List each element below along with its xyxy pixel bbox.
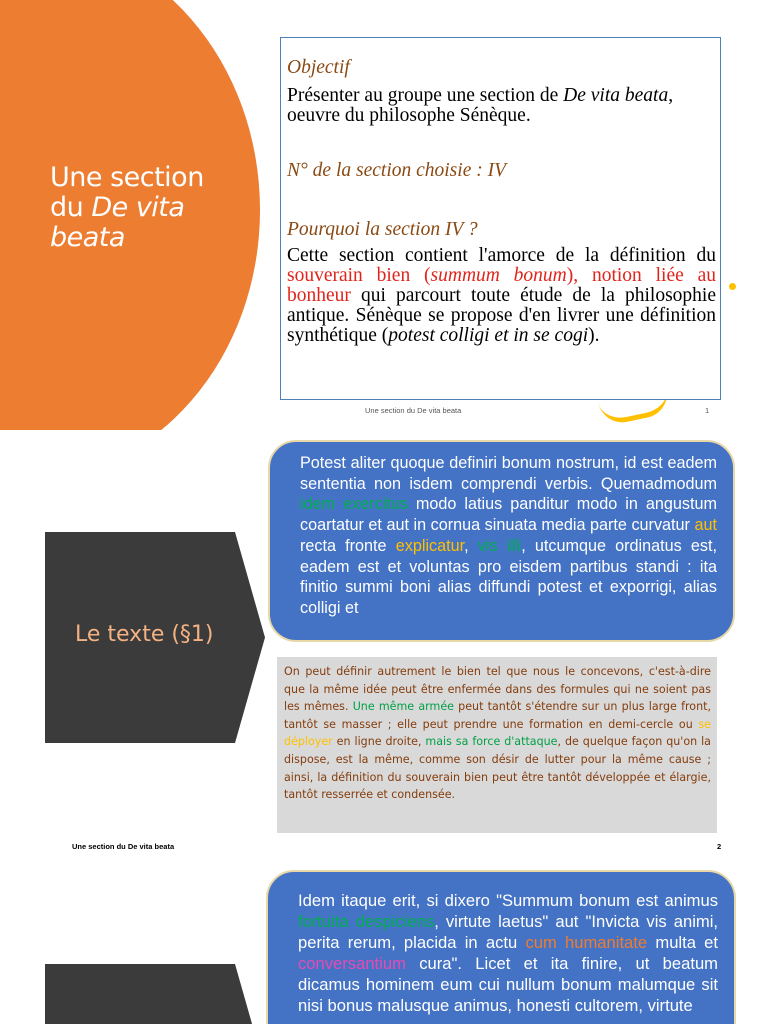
- slide-title: [50, 163, 250, 253]
- french-translation-box: On peut définir autrement le bien tel que nous le concevons, c'est-à-dire que la même idée peut être enfermée dans des formules qui ne soient pas les mêmes. Une même armée peut tantôt s'étendre sur un plus large front, tantôt se masser ; elle peut prendre une formation en demi-cercle ou se déployer en ligne droite, mais sa force d'attaque, de quelque façon qu'on la dispose, est la même, comme son désir de lutter pour la même cause ; ainsi, la définition du souverain bien peut être tantôt développée et élargie, tantôt resserrée et condensée.: [277, 657, 717, 833]
- pourquoi-heading: Pourquoi la section IV ?: [287, 219, 478, 240]
- slide-1: [0, 0, 768, 430]
- objectif-heading: Objectif: [287, 57, 350, 78]
- dark-chevron-shape: [45, 964, 265, 1024]
- latin-text-box: Idem itaque erit, si dixero "Summum bonum est animus fortuita despiciens, virtute laetus" aut "Invicta vis animi, perita rerum, placida in actu cum humanitate multa et conversantium cura". Licet et ita finire, ut beatum dicamus hominem eum cui nullum bonum malumque sit nisi bonus malusque animus, honesti cultorem, virtute: [266, 870, 736, 1024]
- slide-2: [0, 432, 768, 862]
- objective-textbox: [280, 37, 721, 400]
- title-italic-b: beata: [50, 222, 125, 253]
- title-line-1: Une section: [50, 162, 204, 193]
- objectif-text: Présenter au groupe une section de De vita beata, oeuvre du philosophe Sénèque.: [287, 85, 674, 126]
- title-italic-a: De vita: [91, 192, 185, 223]
- page-number: 2: [717, 842, 722, 851]
- section-heading: N° de la section choisie : IV: [287, 160, 506, 181]
- footer-title: Une section du De vita beata: [365, 406, 462, 415]
- latin-text-box: Potest aliter quoque definiri bonum nostrum, id est eadem sententia non isdem comprendi verbis. Quemadmodum idem exercitus modo latius panditur modo in angustum coartatur et aut in cornua sinuata media parte curvatur aut recta fronte explicatur, vis illi, utcumque ordinatus est, eadem est et voluntas pro eisdem partibus standi : ita finitio summi boni alias diffundi potest et exporrigi, alias colligi et: [268, 440, 735, 642]
- slide-3: [0, 864, 768, 1024]
- section-label: Le texte (§1): [75, 622, 214, 647]
- pourquoi-text: Cette section contient l'amorce de la définition du souverain bien (summum bonum), notion liée au bonheur qui parcourt toute étude de la philosophie antique. Sénèque se propose d'en livrer une définition synthétique (potest colligi et in se cogi).: [287, 245, 716, 346]
- yellow-dot-decoration: [729, 283, 736, 290]
- title-line-2: du: [50, 192, 92, 223]
- footer-title: Une section du De vita beata: [72, 842, 175, 851]
- page-number: 1: [705, 406, 710, 415]
